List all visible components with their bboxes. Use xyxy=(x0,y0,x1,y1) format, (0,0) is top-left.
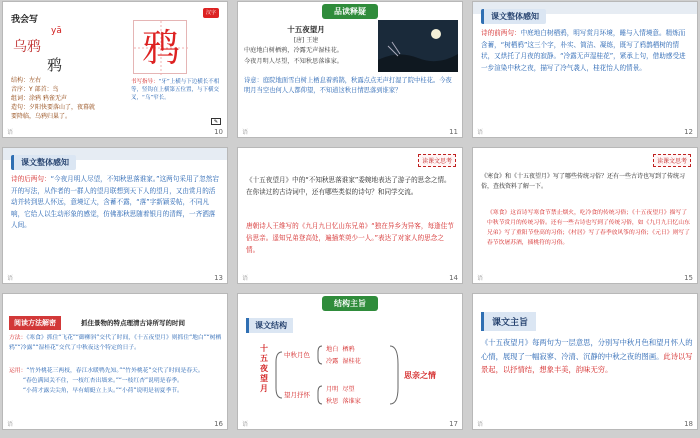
slide-thumbnail[interactable] xyxy=(237,147,463,284)
slide-footer: 语 xyxy=(477,421,484,428)
poem-meaning: 诗意：庭院地面雪白树上栖息着鸦鹊，秋露点点无声打湿了院中桂花。今夜明月当空也何人人都仰望，不知道这秋日情思落到谁家？ xyxy=(244,77,452,94)
row-sentence: 造句：夕阳快要落山了，夜幕就 xyxy=(11,104,96,111)
question-text: 《十五夜望月》中的“不知秋思落谁家”委婉地表达了游子的思念之情。在你读过的古诗词中，还有哪些类似的诗句？和同学交流。 xyxy=(246,176,451,196)
slide-icon: ✎ xyxy=(211,118,221,125)
structure-root: 十五夜望月 xyxy=(260,344,268,393)
use-text xyxy=(9,366,223,396)
method-heading: 抓住景物的特点理清古诗所写的时间 xyxy=(81,319,185,327)
slide-title: 我会写 xyxy=(11,15,39,25)
slide-thumbnail[interactable] xyxy=(237,293,463,430)
poem-line: 中庭地白树栖鸦，冷露无声湿桂花。 xyxy=(244,47,343,54)
slide-footer: 语 xyxy=(7,421,14,428)
slide-footer: 语 xyxy=(7,275,14,282)
moon-scene xyxy=(378,20,458,72)
analysis-label: 诗的前两句： xyxy=(481,29,521,37)
use-line: “小荷才露尖尖角，早有蜻蜓立上头。”“小荷”说明是初夏季节。 xyxy=(23,388,183,394)
slide-footer: 语 xyxy=(242,275,249,282)
badge: 汉字 xyxy=(203,8,219,18)
slide-thumbnail[interactable] xyxy=(2,147,228,284)
hanzi-small: 乌鸦 xyxy=(13,39,41,55)
method-prefix: 方法： xyxy=(9,335,27,341)
char-grid xyxy=(133,20,187,74)
word: 秋思 xyxy=(326,398,339,405)
word: 地白 xyxy=(326,346,339,353)
hanzi-medium: 鸦 xyxy=(47,56,63,74)
tip-title: 书写指导： xyxy=(131,79,159,85)
slide-number: 17 xyxy=(449,420,458,428)
slide-footer: 语 xyxy=(242,129,249,136)
slide-thumbnail[interactable] xyxy=(2,1,228,138)
analysis-body: 中庭地白树栖鸦，明写赏月环境，睡与入情境意。精炼而含蓄，“树栖鸦”这三个字，朴实、简洁、凝练，既写了鸦鹊栖树的情状，又烘托了月夜的寂静。“冷露无声湿桂花”，紧承上句，借助感受进一步渲染中秋之夜，描写了冷气袭人，桂花怡人的情景。 xyxy=(481,29,686,72)
word: 尽望 xyxy=(342,386,355,393)
slide-number: 14 xyxy=(449,274,458,282)
answer-text: 《寒食》这首诗写寒食节禁止烟火，吃冷食的传统习俗；《十五夜望月》描写了中秋节赏月的传统习俗。还有一些古诗也写到了传统习俗，如《九月九日忆山东兄弟》写了重阳节登高的习俗；《村居》写了春季放风筝的习俗；《元日》则写了春节饮屠苏酒，插桃符的习俗。 xyxy=(487,210,690,246)
theme-highlight: 此诗以写景起，以抒情结，想象丰美，韵味无穷。 xyxy=(481,351,693,374)
analysis-label: 诗的后两句： xyxy=(11,175,51,183)
theme-body: 《十五夜望月》每两句为一层意思，分别写中秋月色和望月怀人的心情，展现了一幅寂寥、冷清、沉静的中秋之夜的图画。 xyxy=(481,338,693,361)
word: 落谁家 xyxy=(342,398,361,405)
analysis-body: “今夜月明人尽望，不知秋思落谁家。”这两句采用了忽然宕开的写法，从作者的一群人的望月联想到天下人的望月，又由赏月的活动并转到思人怀远，意境辽大，含蓄不露，“落”字新颖妥帖，不同凡响，它给人以生动形象的感觉，仿佛那秋思随着银月的清辉，一齐洒落人间。 xyxy=(11,175,219,229)
think-tag: 读课文思考 xyxy=(418,154,456,167)
big-char: 鸦 xyxy=(141,26,180,70)
row-sentence-2: 要降临，乌鸦归巢了。 xyxy=(11,113,72,120)
slide-title: 课文整体感知 xyxy=(481,9,546,24)
row-structure: 结构：左右 xyxy=(11,77,42,84)
analysis-text xyxy=(11,174,221,232)
word: 栖鸦 xyxy=(342,346,355,353)
word: 冷露 xyxy=(326,358,339,365)
answer-text: 唐朝诗人王维写的《九月九日忆山东兄弟》“独在异乡为异客，每逢佳节倍思亲。遥知兄弟登高处，遍插茱萸少一人。”表达了对家人的思念之情。 xyxy=(246,222,454,254)
slide-number: 15 xyxy=(684,274,693,282)
section-banner: 结构主旨 xyxy=(322,296,378,311)
branch-1: 中秋月色 xyxy=(284,351,310,359)
think-tag: 读课文思考 xyxy=(653,154,691,167)
pinyin: yā xyxy=(51,26,62,36)
poem-author: [唐] 王建 xyxy=(293,37,319,44)
branch-1-words xyxy=(326,344,361,368)
analysis-text xyxy=(481,28,691,74)
slide-number: 16 xyxy=(214,420,223,428)
branch-2: 望月抒怀 xyxy=(284,391,310,399)
slide-footer: 语 xyxy=(477,129,484,136)
poem-lines xyxy=(244,45,343,67)
slide-number: 10 xyxy=(214,128,223,136)
branch-2-words xyxy=(326,384,361,408)
slide-number: 18 xyxy=(684,420,693,428)
theme-text xyxy=(481,336,693,377)
writing-tip xyxy=(131,78,223,102)
word: 月明 xyxy=(326,386,339,393)
use-line: “春色满园关不住，一枝红杏出墙来。”“一枝红杏”说明是春季。 xyxy=(23,378,183,384)
use-line: “竹外桃花三两枝，春江水暖鸭先知。”“竹外桃花”交代了时间是春天。 xyxy=(26,368,204,374)
use-prefix: 运用： xyxy=(9,368,27,374)
slide-number: 11 xyxy=(449,128,458,136)
section-banner: 品读释疑 xyxy=(322,4,378,19)
slide-thumbnail[interactable] xyxy=(472,147,698,284)
slide-title: 课文整体感知 xyxy=(11,155,76,170)
slide-footer: 语 xyxy=(242,421,249,428)
night-image xyxy=(378,20,458,72)
poem-line: 今夜月明人尽望，不知秋思落谁家。 xyxy=(244,58,343,65)
slide-thumbnail[interactable] xyxy=(2,293,228,430)
slide-thumbnail[interactable] xyxy=(472,293,698,430)
char-rows xyxy=(11,76,95,121)
method-label: 阅读方法解密 xyxy=(9,316,61,330)
row-radical: 音序：Y 部首：鸟 xyxy=(11,86,59,93)
method-body: 《寒食》抓住“飞花”“御柳斜”交代了时间，《十五夜望月》则抓住“地白”“树栖鸦”“冷露”“湿桂花”交代了中秋夜这个特定的日子。 xyxy=(9,335,222,351)
structure-result: 思亲之情 xyxy=(404,371,436,380)
slide-number: 12 xyxy=(684,128,693,136)
question-text: 《寒食》和《十五夜望月》写了哪些传统习俗？还有一些古诗也写到了传统习俗，查找资料了解一下。 xyxy=(481,173,686,190)
slide-number: 13 xyxy=(214,274,223,282)
poem-title: 十五夜望月 xyxy=(287,25,325,34)
row-words: 组词：涂鸦 鸦雀无声 xyxy=(11,95,67,102)
method-text xyxy=(9,334,223,353)
slide-footer: 语 xyxy=(477,275,484,282)
slide-footer: 语 xyxy=(7,129,14,136)
slide-thumbnail[interactable] xyxy=(472,1,698,138)
word: 湿桂花 xyxy=(342,358,361,365)
tip-text: “牙”上横与下边横长不相等，竖钩在上横第五位置，与下横交叉，“乌”窄长。 xyxy=(131,79,220,101)
slide-thumbnail[interactable] xyxy=(237,1,463,138)
slide-title: 课文结构 xyxy=(246,318,293,333)
slide-title: 课文主旨 xyxy=(481,312,536,331)
